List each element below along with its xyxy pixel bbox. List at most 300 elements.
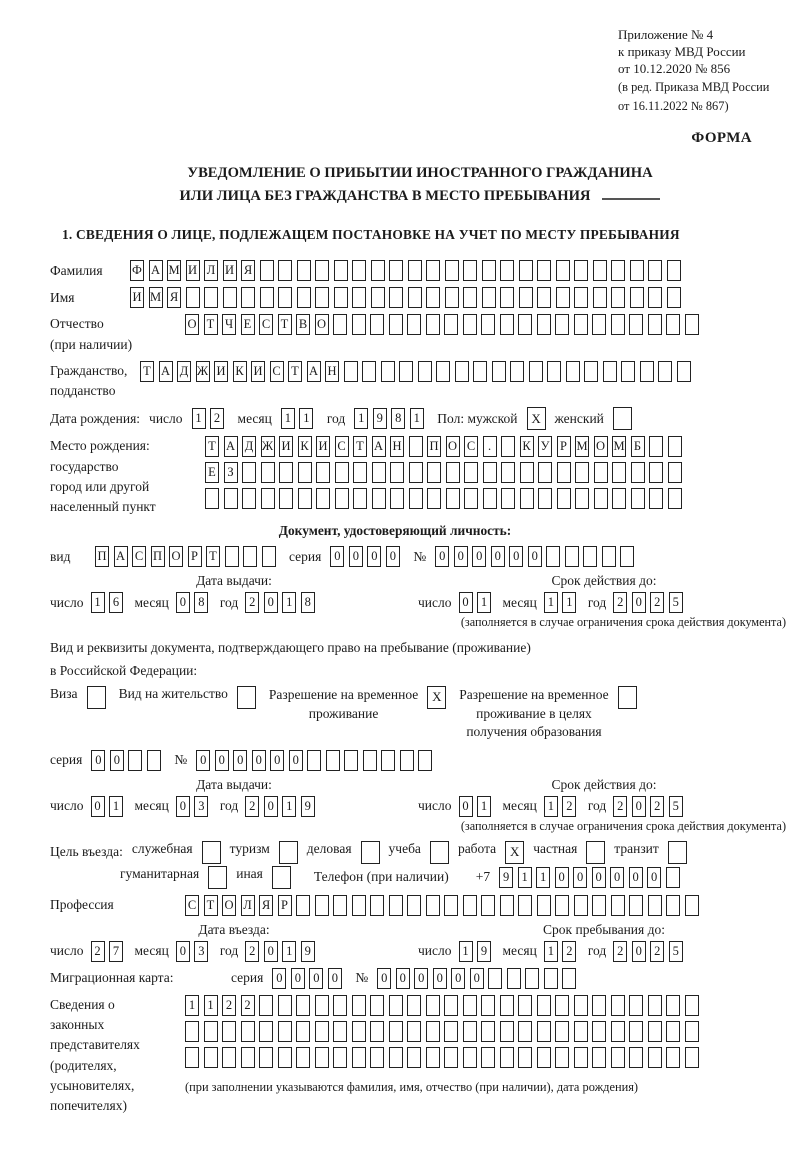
char-cell[interactable] xyxy=(574,1021,588,1042)
char-cell[interactable] xyxy=(611,1047,625,1068)
char-cell[interactable]: 2 xyxy=(650,796,664,817)
char-cell[interactable] xyxy=(186,287,200,308)
char-cell[interactable] xyxy=(666,867,680,888)
char-cell[interactable] xyxy=(649,488,663,509)
char-cell[interactable] xyxy=(629,1047,643,1068)
visa-checkbox[interactable] xyxy=(87,686,106,709)
char-cell[interactable] xyxy=(520,462,534,483)
char-cell[interactable]: 1 xyxy=(204,995,218,1016)
char-cell[interactable] xyxy=(593,287,607,308)
char-cell[interactable]: 7 xyxy=(109,941,123,962)
char-cell[interactable] xyxy=(315,995,329,1016)
char-cell[interactable] xyxy=(473,361,487,382)
char-cell[interactable] xyxy=(492,361,506,382)
char-cell[interactable]: 0 xyxy=(454,546,468,567)
purpose-tourism-checkbox[interactable] xyxy=(279,841,298,864)
temp-residence-checkbox[interactable]: X xyxy=(427,686,446,709)
char-cell[interactable]: 0 xyxy=(196,750,210,771)
char-cell[interactable]: Е xyxy=(241,314,255,335)
char-cell[interactable] xyxy=(658,361,672,382)
char-cell[interactable]: Т xyxy=(288,361,302,382)
char-cell[interactable] xyxy=(407,1047,421,1068)
purpose-work-checkbox[interactable]: X xyxy=(505,841,524,864)
char-cell[interactable] xyxy=(399,361,413,382)
char-cell[interactable] xyxy=(278,1021,292,1042)
char-cell[interactable]: 5 xyxy=(669,796,683,817)
char-cell[interactable] xyxy=(128,750,142,771)
char-cell[interactable] xyxy=(371,260,385,281)
char-cell[interactable] xyxy=(648,314,662,335)
char-cell[interactable]: У xyxy=(538,436,552,457)
char-cell[interactable] xyxy=(555,1047,569,1068)
char-cell[interactable] xyxy=(370,995,384,1016)
char-cell[interactable] xyxy=(500,287,514,308)
char-cell[interactable] xyxy=(463,895,477,916)
char-cell[interactable] xyxy=(444,314,458,335)
char-cell[interactable]: 0 xyxy=(592,867,606,888)
char-cell[interactable]: 2 xyxy=(245,941,259,962)
char-cell[interactable]: 0 xyxy=(491,546,505,567)
char-cell[interactable] xyxy=(537,895,551,916)
char-cell[interactable] xyxy=(648,995,662,1016)
char-cell[interactable]: К xyxy=(233,361,247,382)
char-cell[interactable] xyxy=(370,1021,384,1042)
char-cell[interactable]: 9 xyxy=(499,867,513,888)
char-cell[interactable]: 2 xyxy=(613,592,627,613)
char-cell[interactable] xyxy=(261,462,275,483)
char-cell[interactable]: 0 xyxy=(264,592,278,613)
char-cell[interactable]: 0 xyxy=(377,968,391,989)
char-cell[interactable]: 0 xyxy=(632,592,646,613)
char-cell[interactable] xyxy=(279,488,293,509)
char-cell[interactable] xyxy=(436,361,450,382)
char-cell[interactable]: О xyxy=(446,436,460,457)
char-cell[interactable]: 0 xyxy=(472,546,486,567)
char-cell[interactable] xyxy=(241,1047,255,1068)
char-cell[interactable] xyxy=(629,995,643,1016)
char-cell[interactable] xyxy=(547,361,561,382)
char-cell[interactable] xyxy=(648,260,662,281)
char-cell[interactable] xyxy=(418,361,432,382)
char-cell[interactable] xyxy=(455,361,469,382)
char-cell[interactable] xyxy=(520,488,534,509)
char-cell[interactable] xyxy=(260,287,274,308)
char-cell[interactable] xyxy=(555,895,569,916)
char-cell[interactable] xyxy=(481,995,495,1016)
char-cell[interactable]: П xyxy=(427,436,441,457)
char-cell[interactable]: 0 xyxy=(509,546,523,567)
char-cell[interactable] xyxy=(677,361,691,382)
char-cell[interactable] xyxy=(426,1021,440,1042)
char-cell[interactable] xyxy=(500,995,514,1016)
char-cell[interactable]: Я xyxy=(167,287,181,308)
purpose-study-checkbox[interactable] xyxy=(430,841,449,864)
char-cell[interactable]: 0 xyxy=(386,546,400,567)
char-cell[interactable] xyxy=(363,750,377,771)
char-cell[interactable]: Б xyxy=(631,436,645,457)
char-cell[interactable] xyxy=(592,1047,606,1068)
char-cell[interactable]: 0 xyxy=(330,546,344,567)
char-cell[interactable] xyxy=(629,1021,643,1042)
char-cell[interactable]: Ж xyxy=(196,361,210,382)
char-cell[interactable] xyxy=(621,361,635,382)
char-cell[interactable] xyxy=(446,462,460,483)
char-cell[interactable] xyxy=(278,995,292,1016)
char-cell[interactable] xyxy=(353,462,367,483)
char-cell[interactable] xyxy=(389,314,403,335)
char-cell[interactable] xyxy=(631,462,645,483)
char-cell[interactable] xyxy=(501,462,515,483)
char-cell[interactable] xyxy=(204,1021,218,1042)
char-cell[interactable]: М xyxy=(167,260,181,281)
char-cell[interactable] xyxy=(685,895,699,916)
char-cell[interactable] xyxy=(666,1021,680,1042)
char-cell[interactable] xyxy=(685,314,699,335)
char-cell[interactable] xyxy=(389,895,403,916)
char-cell[interactable] xyxy=(611,1021,625,1042)
char-cell[interactable]: 0 xyxy=(264,941,278,962)
char-cell[interactable] xyxy=(629,314,643,335)
char-cell[interactable] xyxy=(631,488,645,509)
char-cell[interactable] xyxy=(335,488,349,509)
char-cell[interactable]: 0 xyxy=(528,546,542,567)
char-cell[interactable] xyxy=(333,1021,347,1042)
char-cell[interactable]: 2 xyxy=(650,941,664,962)
char-cell[interactable] xyxy=(259,1021,273,1042)
char-cell[interactable]: Р xyxy=(188,546,202,567)
char-cell[interactable] xyxy=(242,488,256,509)
char-cell[interactable]: 0 xyxy=(291,968,305,989)
char-cell[interactable]: 0 xyxy=(91,750,105,771)
char-cell[interactable]: 0 xyxy=(176,796,190,817)
char-cell[interactable] xyxy=(326,750,340,771)
char-cell[interactable] xyxy=(335,462,349,483)
char-cell[interactable]: 2 xyxy=(613,941,627,962)
char-cell[interactable]: 0 xyxy=(433,968,447,989)
char-cell[interactable] xyxy=(518,995,532,1016)
char-cell[interactable] xyxy=(500,895,514,916)
purpose-other-checkbox[interactable] xyxy=(272,866,291,889)
char-cell[interactable] xyxy=(352,314,366,335)
char-cell[interactable] xyxy=(519,287,533,308)
char-cell[interactable] xyxy=(445,287,459,308)
char-cell[interactable]: 0 xyxy=(459,592,473,613)
purpose-private-checkbox[interactable] xyxy=(586,841,605,864)
char-cell[interactable] xyxy=(370,895,384,916)
char-cell[interactable] xyxy=(407,314,421,335)
char-cell[interactable]: Я xyxy=(241,260,255,281)
purpose-humanitarian-checkbox[interactable] xyxy=(208,866,227,889)
char-cell[interactable]: 1 xyxy=(518,867,532,888)
char-cell[interactable] xyxy=(481,314,495,335)
char-cell[interactable] xyxy=(260,260,274,281)
char-cell[interactable] xyxy=(243,546,257,567)
purpose-business-checkbox[interactable] xyxy=(361,841,380,864)
char-cell[interactable] xyxy=(603,361,617,382)
char-cell[interactable] xyxy=(463,260,477,281)
char-cell[interactable] xyxy=(538,488,552,509)
char-cell[interactable] xyxy=(592,314,606,335)
char-cell[interactable] xyxy=(518,1047,532,1068)
char-cell[interactable]: 2 xyxy=(222,995,236,1016)
char-cell[interactable]: 2 xyxy=(562,796,576,817)
char-cell[interactable] xyxy=(593,260,607,281)
char-cell[interactable]: Е xyxy=(205,462,219,483)
char-cell[interactable]: 0 xyxy=(573,867,587,888)
char-cell[interactable] xyxy=(242,462,256,483)
char-cell[interactable] xyxy=(389,287,403,308)
char-cell[interactable]: П xyxy=(95,546,109,567)
char-cell[interactable]: 0 xyxy=(459,796,473,817)
char-cell[interactable]: 9 xyxy=(301,796,315,817)
char-cell[interactable] xyxy=(611,895,625,916)
char-cell[interactable] xyxy=(407,995,421,1016)
char-cell[interactable] xyxy=(389,995,403,1016)
char-cell[interactable]: И xyxy=(279,436,293,457)
char-cell[interactable] xyxy=(261,488,275,509)
char-cell[interactable]: 1 xyxy=(410,408,424,429)
char-cell[interactable] xyxy=(500,314,514,335)
char-cell[interactable]: Т xyxy=(278,314,292,335)
char-cell[interactable] xyxy=(592,995,606,1016)
char-cell[interactable] xyxy=(427,462,441,483)
char-cell[interactable]: 2 xyxy=(210,408,224,429)
char-cell[interactable] xyxy=(259,995,273,1016)
char-cell[interactable] xyxy=(611,260,625,281)
char-cell[interactable]: А xyxy=(224,436,238,457)
char-cell[interactable] xyxy=(537,287,551,308)
char-cell[interactable] xyxy=(556,287,570,308)
char-cell[interactable]: Т xyxy=(353,436,367,457)
char-cell[interactable]: И xyxy=(130,287,144,308)
char-cell[interactable] xyxy=(297,287,311,308)
char-cell[interactable]: Ж xyxy=(261,436,275,457)
char-cell[interactable] xyxy=(389,260,403,281)
char-cell[interactable]: 1 xyxy=(281,408,295,429)
char-cell[interactable]: 2 xyxy=(241,995,255,1016)
char-cell[interactable]: . xyxy=(483,436,497,457)
char-cell[interactable]: 9 xyxy=(301,941,315,962)
char-cell[interactable]: 8 xyxy=(391,408,405,429)
char-cell[interactable]: Т xyxy=(140,361,154,382)
char-cell[interactable] xyxy=(352,287,366,308)
char-cell[interactable] xyxy=(407,1021,421,1042)
char-cell[interactable]: 0 xyxy=(270,750,284,771)
char-cell[interactable] xyxy=(463,287,477,308)
char-cell[interactable] xyxy=(426,287,440,308)
char-cell[interactable] xyxy=(463,314,477,335)
char-cell[interactable] xyxy=(444,1021,458,1042)
char-cell[interactable] xyxy=(444,1047,458,1068)
char-cell[interactable] xyxy=(537,995,551,1016)
char-cell[interactable]: 1 xyxy=(477,796,491,817)
char-cell[interactable]: М xyxy=(149,287,163,308)
char-cell[interactable]: 2 xyxy=(245,796,259,817)
char-cell[interactable] xyxy=(334,260,348,281)
char-cell[interactable]: С xyxy=(464,436,478,457)
char-cell[interactable]: С xyxy=(259,314,273,335)
purpose-transit-checkbox[interactable] xyxy=(668,841,687,864)
char-cell[interactable] xyxy=(352,1047,366,1068)
sex-female-checkbox[interactable] xyxy=(613,407,632,430)
char-cell[interactable] xyxy=(315,287,329,308)
char-cell[interactable]: 0 xyxy=(176,941,190,962)
char-cell[interactable] xyxy=(463,1047,477,1068)
char-cell[interactable]: А xyxy=(149,260,163,281)
char-cell[interactable] xyxy=(279,462,293,483)
char-cell[interactable] xyxy=(488,968,502,989)
char-cell[interactable] xyxy=(409,488,423,509)
char-cell[interactable] xyxy=(555,995,569,1016)
char-cell[interactable] xyxy=(556,260,570,281)
char-cell[interactable] xyxy=(381,750,395,771)
char-cell[interactable] xyxy=(409,462,423,483)
char-cell[interactable] xyxy=(344,750,358,771)
purpose-official-checkbox[interactable] xyxy=(202,841,221,864)
char-cell[interactable] xyxy=(205,488,219,509)
char-cell[interactable] xyxy=(390,488,404,509)
char-cell[interactable] xyxy=(222,1021,236,1042)
char-cell[interactable] xyxy=(565,546,579,567)
char-cell[interactable] xyxy=(278,1047,292,1068)
char-cell[interactable]: 0 xyxy=(289,750,303,771)
char-cell[interactable]: 1 xyxy=(354,408,368,429)
char-cell[interactable]: 3 xyxy=(194,796,208,817)
char-cell[interactable] xyxy=(538,462,552,483)
char-cell[interactable] xyxy=(481,895,495,916)
char-cell[interactable] xyxy=(427,488,441,509)
char-cell[interactable] xyxy=(225,546,239,567)
char-cell[interactable]: 1 xyxy=(282,941,296,962)
char-cell[interactable]: 0 xyxy=(176,592,190,613)
char-cell[interactable] xyxy=(224,488,238,509)
char-cell[interactable] xyxy=(390,462,404,483)
char-cell[interactable]: 0 xyxy=(632,941,646,962)
char-cell[interactable]: К xyxy=(520,436,534,457)
char-cell[interactable]: С xyxy=(185,895,199,916)
char-cell[interactable] xyxy=(464,488,478,509)
char-cell[interactable] xyxy=(648,1021,662,1042)
char-cell[interactable]: 5 xyxy=(669,592,683,613)
char-cell[interactable] xyxy=(501,488,515,509)
char-cell[interactable]: 0 xyxy=(252,750,266,771)
char-cell[interactable]: 1 xyxy=(544,796,558,817)
char-cell[interactable] xyxy=(444,995,458,1016)
char-cell[interactable]: Я xyxy=(259,895,273,916)
char-cell[interactable]: 0 xyxy=(632,796,646,817)
char-cell[interactable]: З xyxy=(224,462,238,483)
char-cell[interactable] xyxy=(408,260,422,281)
char-cell[interactable] xyxy=(555,1021,569,1042)
char-cell[interactable]: 9 xyxy=(477,941,491,962)
char-cell[interactable] xyxy=(649,462,663,483)
char-cell[interactable] xyxy=(574,287,588,308)
char-cell[interactable]: 1 xyxy=(109,796,123,817)
char-cell[interactable]: 1 xyxy=(544,941,558,962)
char-cell[interactable] xyxy=(352,995,366,1016)
char-cell[interactable] xyxy=(666,895,680,916)
char-cell[interactable] xyxy=(685,1021,699,1042)
char-cell[interactable] xyxy=(574,314,588,335)
char-cell[interactable]: 0 xyxy=(629,867,643,888)
char-cell[interactable]: 2 xyxy=(650,592,664,613)
char-cell[interactable] xyxy=(501,436,515,457)
char-cell[interactable] xyxy=(297,260,311,281)
char-cell[interactable] xyxy=(389,1021,403,1042)
char-cell[interactable] xyxy=(241,1021,255,1042)
char-cell[interactable]: 1 xyxy=(91,592,105,613)
char-cell[interactable]: Т xyxy=(206,546,220,567)
char-cell[interactable] xyxy=(668,488,682,509)
char-cell[interactable] xyxy=(426,314,440,335)
char-cell[interactable] xyxy=(204,287,218,308)
char-cell[interactable]: 1 xyxy=(562,592,576,613)
char-cell[interactable] xyxy=(518,1021,532,1042)
char-cell[interactable]: 1 xyxy=(185,995,199,1016)
char-cell[interactable] xyxy=(334,287,348,308)
char-cell[interactable]: 2 xyxy=(91,941,105,962)
char-cell[interactable] xyxy=(685,1047,699,1068)
char-cell[interactable] xyxy=(463,995,477,1016)
char-cell[interactable] xyxy=(648,1047,662,1068)
char-cell[interactable] xyxy=(371,287,385,308)
char-cell[interactable] xyxy=(389,1047,403,1068)
char-cell[interactable] xyxy=(584,361,598,382)
char-cell[interactable]: 0 xyxy=(264,796,278,817)
char-cell[interactable] xyxy=(525,968,539,989)
char-cell[interactable]: О xyxy=(315,314,329,335)
char-cell[interactable] xyxy=(482,260,496,281)
char-cell[interactable] xyxy=(612,488,626,509)
char-cell[interactable]: В xyxy=(296,314,310,335)
char-cell[interactable] xyxy=(574,1047,588,1068)
char-cell[interactable] xyxy=(566,361,580,382)
char-cell[interactable] xyxy=(407,895,421,916)
char-cell[interactable] xyxy=(583,546,597,567)
char-cell[interactable] xyxy=(409,436,423,457)
char-cell[interactable] xyxy=(668,462,682,483)
char-cell[interactable] xyxy=(630,260,644,281)
char-cell[interactable] xyxy=(685,995,699,1016)
char-cell[interactable]: 8 xyxy=(301,592,315,613)
char-cell[interactable]: 6 xyxy=(109,592,123,613)
char-cell[interactable]: Т xyxy=(204,895,218,916)
char-cell[interactable] xyxy=(426,1047,440,1068)
char-cell[interactable] xyxy=(667,260,681,281)
char-cell[interactable] xyxy=(648,287,662,308)
char-cell[interactable] xyxy=(546,546,560,567)
char-cell[interactable] xyxy=(481,1047,495,1068)
char-cell[interactable] xyxy=(352,895,366,916)
char-cell[interactable]: И xyxy=(223,260,237,281)
char-cell[interactable] xyxy=(594,488,608,509)
char-cell[interactable]: А xyxy=(307,361,321,382)
char-cell[interactable]: О xyxy=(222,895,236,916)
char-cell[interactable] xyxy=(296,1047,310,1068)
char-cell[interactable]: 3 xyxy=(194,941,208,962)
char-cell[interactable] xyxy=(557,462,571,483)
char-cell[interactable] xyxy=(296,1021,310,1042)
char-cell[interactable] xyxy=(370,1047,384,1068)
char-cell[interactable] xyxy=(557,488,571,509)
char-cell[interactable]: И xyxy=(251,361,265,382)
char-cell[interactable] xyxy=(353,488,367,509)
char-cell[interactable]: А xyxy=(372,436,386,457)
char-cell[interactable]: 0 xyxy=(349,546,363,567)
char-cell[interactable] xyxy=(307,750,321,771)
char-cell[interactable]: И xyxy=(316,436,330,457)
char-cell[interactable]: Л xyxy=(204,260,218,281)
